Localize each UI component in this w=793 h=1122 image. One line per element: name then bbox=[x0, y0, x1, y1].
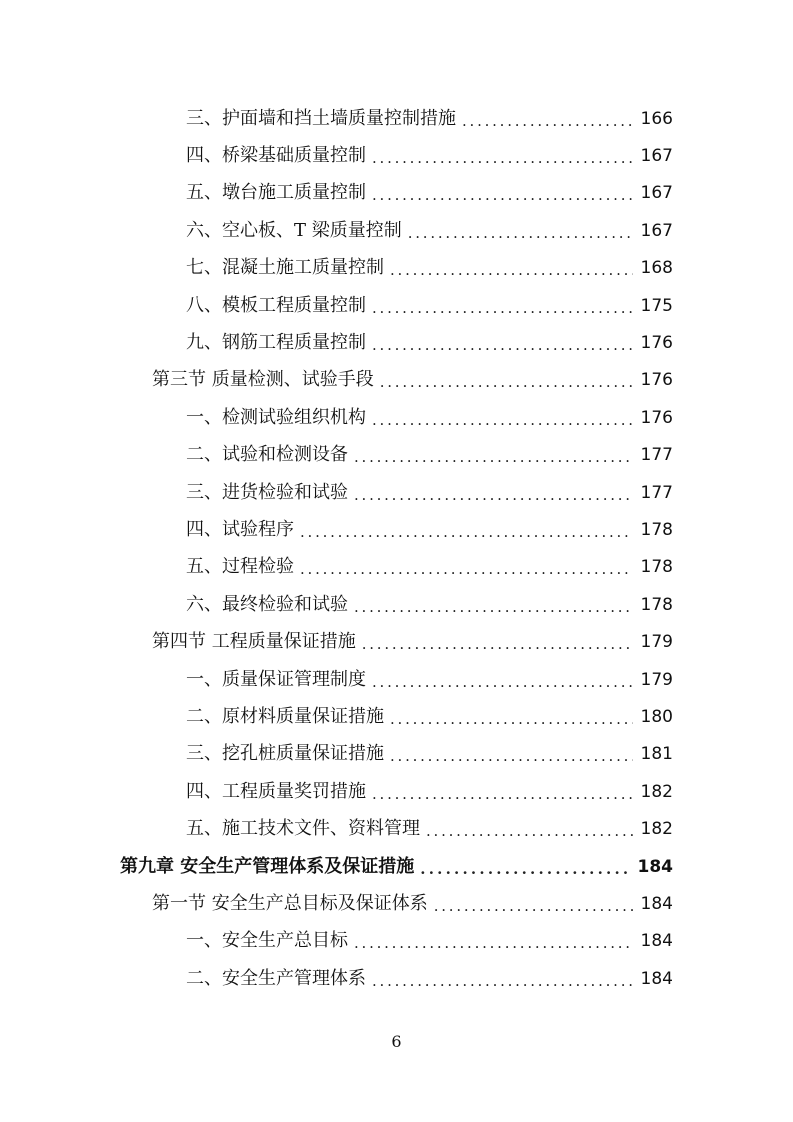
toc-entry-title: 第九章 安全生产管理体系及保证措施 bbox=[120, 855, 415, 877]
toc-leader-dots bbox=[390, 708, 633, 730]
toc-entry-page: 175 bbox=[640, 295, 673, 316]
toc-entry-page: 176 bbox=[640, 407, 673, 428]
toc-entry-page: 179 bbox=[640, 669, 673, 690]
toc-entry-page: 184 bbox=[640, 893, 673, 914]
toc-entry[interactable] bbox=[0, 324, 793, 361]
toc-leader-dots bbox=[408, 222, 633, 244]
toc-entry[interactable] bbox=[0, 661, 793, 698]
toc-entry-title: 五、墩台施工质量控制 bbox=[186, 182, 366, 204]
toc-leader-dots bbox=[354, 446, 633, 468]
toc-entry[interactable] bbox=[0, 137, 793, 174]
toc-entry-page: 166 bbox=[640, 108, 673, 129]
toc-entry-title: 五、施工技术文件、资料管理 bbox=[186, 818, 420, 840]
toc-entry-page: 177 bbox=[640, 482, 673, 503]
toc-entry-title: 一、检测试验组织机构 bbox=[186, 406, 366, 428]
toc-entry-title: 六、空心板、T 梁质量控制 bbox=[186, 219, 402, 241]
toc-entry-title: 三、进货检验和试验 bbox=[186, 481, 348, 503]
toc-leader-dots bbox=[380, 371, 633, 393]
toc-entry-page: 178 bbox=[640, 519, 673, 540]
toc-entry-page: 182 bbox=[640, 781, 673, 802]
toc-entry-page: 184 bbox=[637, 856, 673, 877]
toc-entry-page: 167 bbox=[640, 183, 673, 204]
toc-entry-title: 五、过程检验 bbox=[186, 556, 294, 578]
toc-leader-dots bbox=[354, 484, 633, 506]
toc-entry-page: 168 bbox=[640, 258, 673, 279]
toc-entry-title: 第三节 质量检测、试验手段 bbox=[152, 369, 374, 391]
toc-entry[interactable] bbox=[0, 175, 793, 212]
toc-leader-dots bbox=[372, 297, 633, 319]
toc-entry-title: 二、安全生产管理体系 bbox=[186, 967, 366, 989]
toc-entry-title: 三、挖孔桩质量保证措施 bbox=[186, 743, 384, 765]
toc-leader-dots bbox=[372, 147, 633, 169]
toc-entry[interactable] bbox=[0, 399, 793, 436]
toc-section-entry[interactable] bbox=[0, 362, 793, 399]
toc-leader-dots bbox=[420, 858, 629, 880]
toc-leader-dots bbox=[372, 671, 633, 693]
toc-entry-title: 第一节 安全生产总目标及保证体系 bbox=[152, 892, 428, 914]
toc-entry[interactable] bbox=[0, 810, 793, 847]
toc-entry-title: 一、安全生产总目标 bbox=[186, 930, 348, 952]
toc-entry-title: 四、试验程序 bbox=[186, 518, 294, 540]
toc-entry[interactable] bbox=[0, 698, 793, 735]
toc-entry-page: 177 bbox=[640, 445, 673, 466]
toc-entry-title: 七、混凝土施工质量控制 bbox=[186, 257, 384, 279]
toc-entry-page: 178 bbox=[640, 557, 673, 578]
toc-entry-page: 180 bbox=[640, 706, 673, 727]
toc-entry-title: 九、钢筋工程质量控制 bbox=[186, 332, 366, 354]
toc-entry[interactable] bbox=[0, 549, 793, 586]
toc-leader-dots bbox=[372, 409, 633, 431]
toc-leader-dots bbox=[372, 184, 633, 206]
toc-entry[interactable] bbox=[0, 474, 793, 511]
toc-leader-dots bbox=[354, 596, 633, 618]
toc-entry-title: 一、质量保证管理制度 bbox=[186, 668, 366, 690]
toc-leader-dots bbox=[390, 745, 633, 767]
toc-leader-dots bbox=[462, 110, 633, 132]
toc-entry-title: 二、试验和检测设备 bbox=[186, 444, 348, 466]
toc-leader-dots bbox=[300, 558, 633, 580]
toc-leader-dots bbox=[372, 970, 633, 992]
toc-entry-title: 八、模板工程质量控制 bbox=[186, 294, 366, 316]
toc-entry-page: 167 bbox=[640, 220, 673, 241]
toc-entry-title: 四、桥梁基础质量控制 bbox=[186, 145, 366, 167]
toc-entry-page: 182 bbox=[640, 819, 673, 840]
toc-entry-page: 167 bbox=[640, 146, 673, 167]
table-of-contents bbox=[0, 100, 793, 997]
toc-leader-dots bbox=[372, 783, 633, 805]
toc-entry[interactable] bbox=[0, 960, 793, 997]
toc-entry[interactable] bbox=[0, 437, 793, 474]
toc-leader-dots bbox=[426, 820, 633, 842]
toc-entry[interactable] bbox=[0, 736, 793, 773]
toc-leader-dots bbox=[434, 895, 633, 917]
toc-entry[interactable] bbox=[0, 287, 793, 324]
toc-section-entry[interactable] bbox=[0, 623, 793, 660]
toc-leader-dots bbox=[390, 259, 633, 281]
toc-entry-title: 二、原材料质量保证措施 bbox=[186, 705, 384, 727]
toc-leader-dots bbox=[362, 633, 633, 655]
toc-entry[interactable] bbox=[0, 511, 793, 548]
toc-section-entry[interactable] bbox=[0, 885, 793, 922]
toc-leader-dots bbox=[372, 334, 633, 356]
toc-leader-dots bbox=[300, 521, 633, 543]
toc-entry-page: 176 bbox=[640, 370, 673, 391]
toc-entry[interactable] bbox=[0, 923, 793, 960]
toc-entry-page: 184 bbox=[640, 968, 673, 989]
page-number: 6 bbox=[391, 1032, 402, 1051]
toc-entry-page: 176 bbox=[640, 333, 673, 354]
toc-entry-page: 181 bbox=[640, 744, 673, 765]
toc-entry-title: 第四节 工程质量保证措施 bbox=[152, 631, 356, 653]
toc-entry-page: 179 bbox=[640, 632, 673, 653]
toc-entry[interactable] bbox=[0, 250, 793, 287]
toc-entry-title: 三、护面墙和挡土墙质量控制措施 bbox=[186, 107, 456, 129]
toc-leader-dots bbox=[354, 932, 633, 954]
toc-entry-page: 178 bbox=[640, 594, 673, 615]
toc-entry[interactable] bbox=[0, 586, 793, 623]
toc-entry[interactable] bbox=[0, 212, 793, 249]
toc-entry-title: 四、工程质量奖罚措施 bbox=[186, 780, 366, 802]
toc-entry[interactable] bbox=[0, 773, 793, 810]
toc-entry-title: 六、最终检验和试验 bbox=[186, 593, 348, 615]
toc-entry-page: 184 bbox=[640, 931, 673, 952]
toc-entry[interactable] bbox=[0, 100, 793, 137]
toc-chapter-entry[interactable] bbox=[0, 848, 793, 885]
